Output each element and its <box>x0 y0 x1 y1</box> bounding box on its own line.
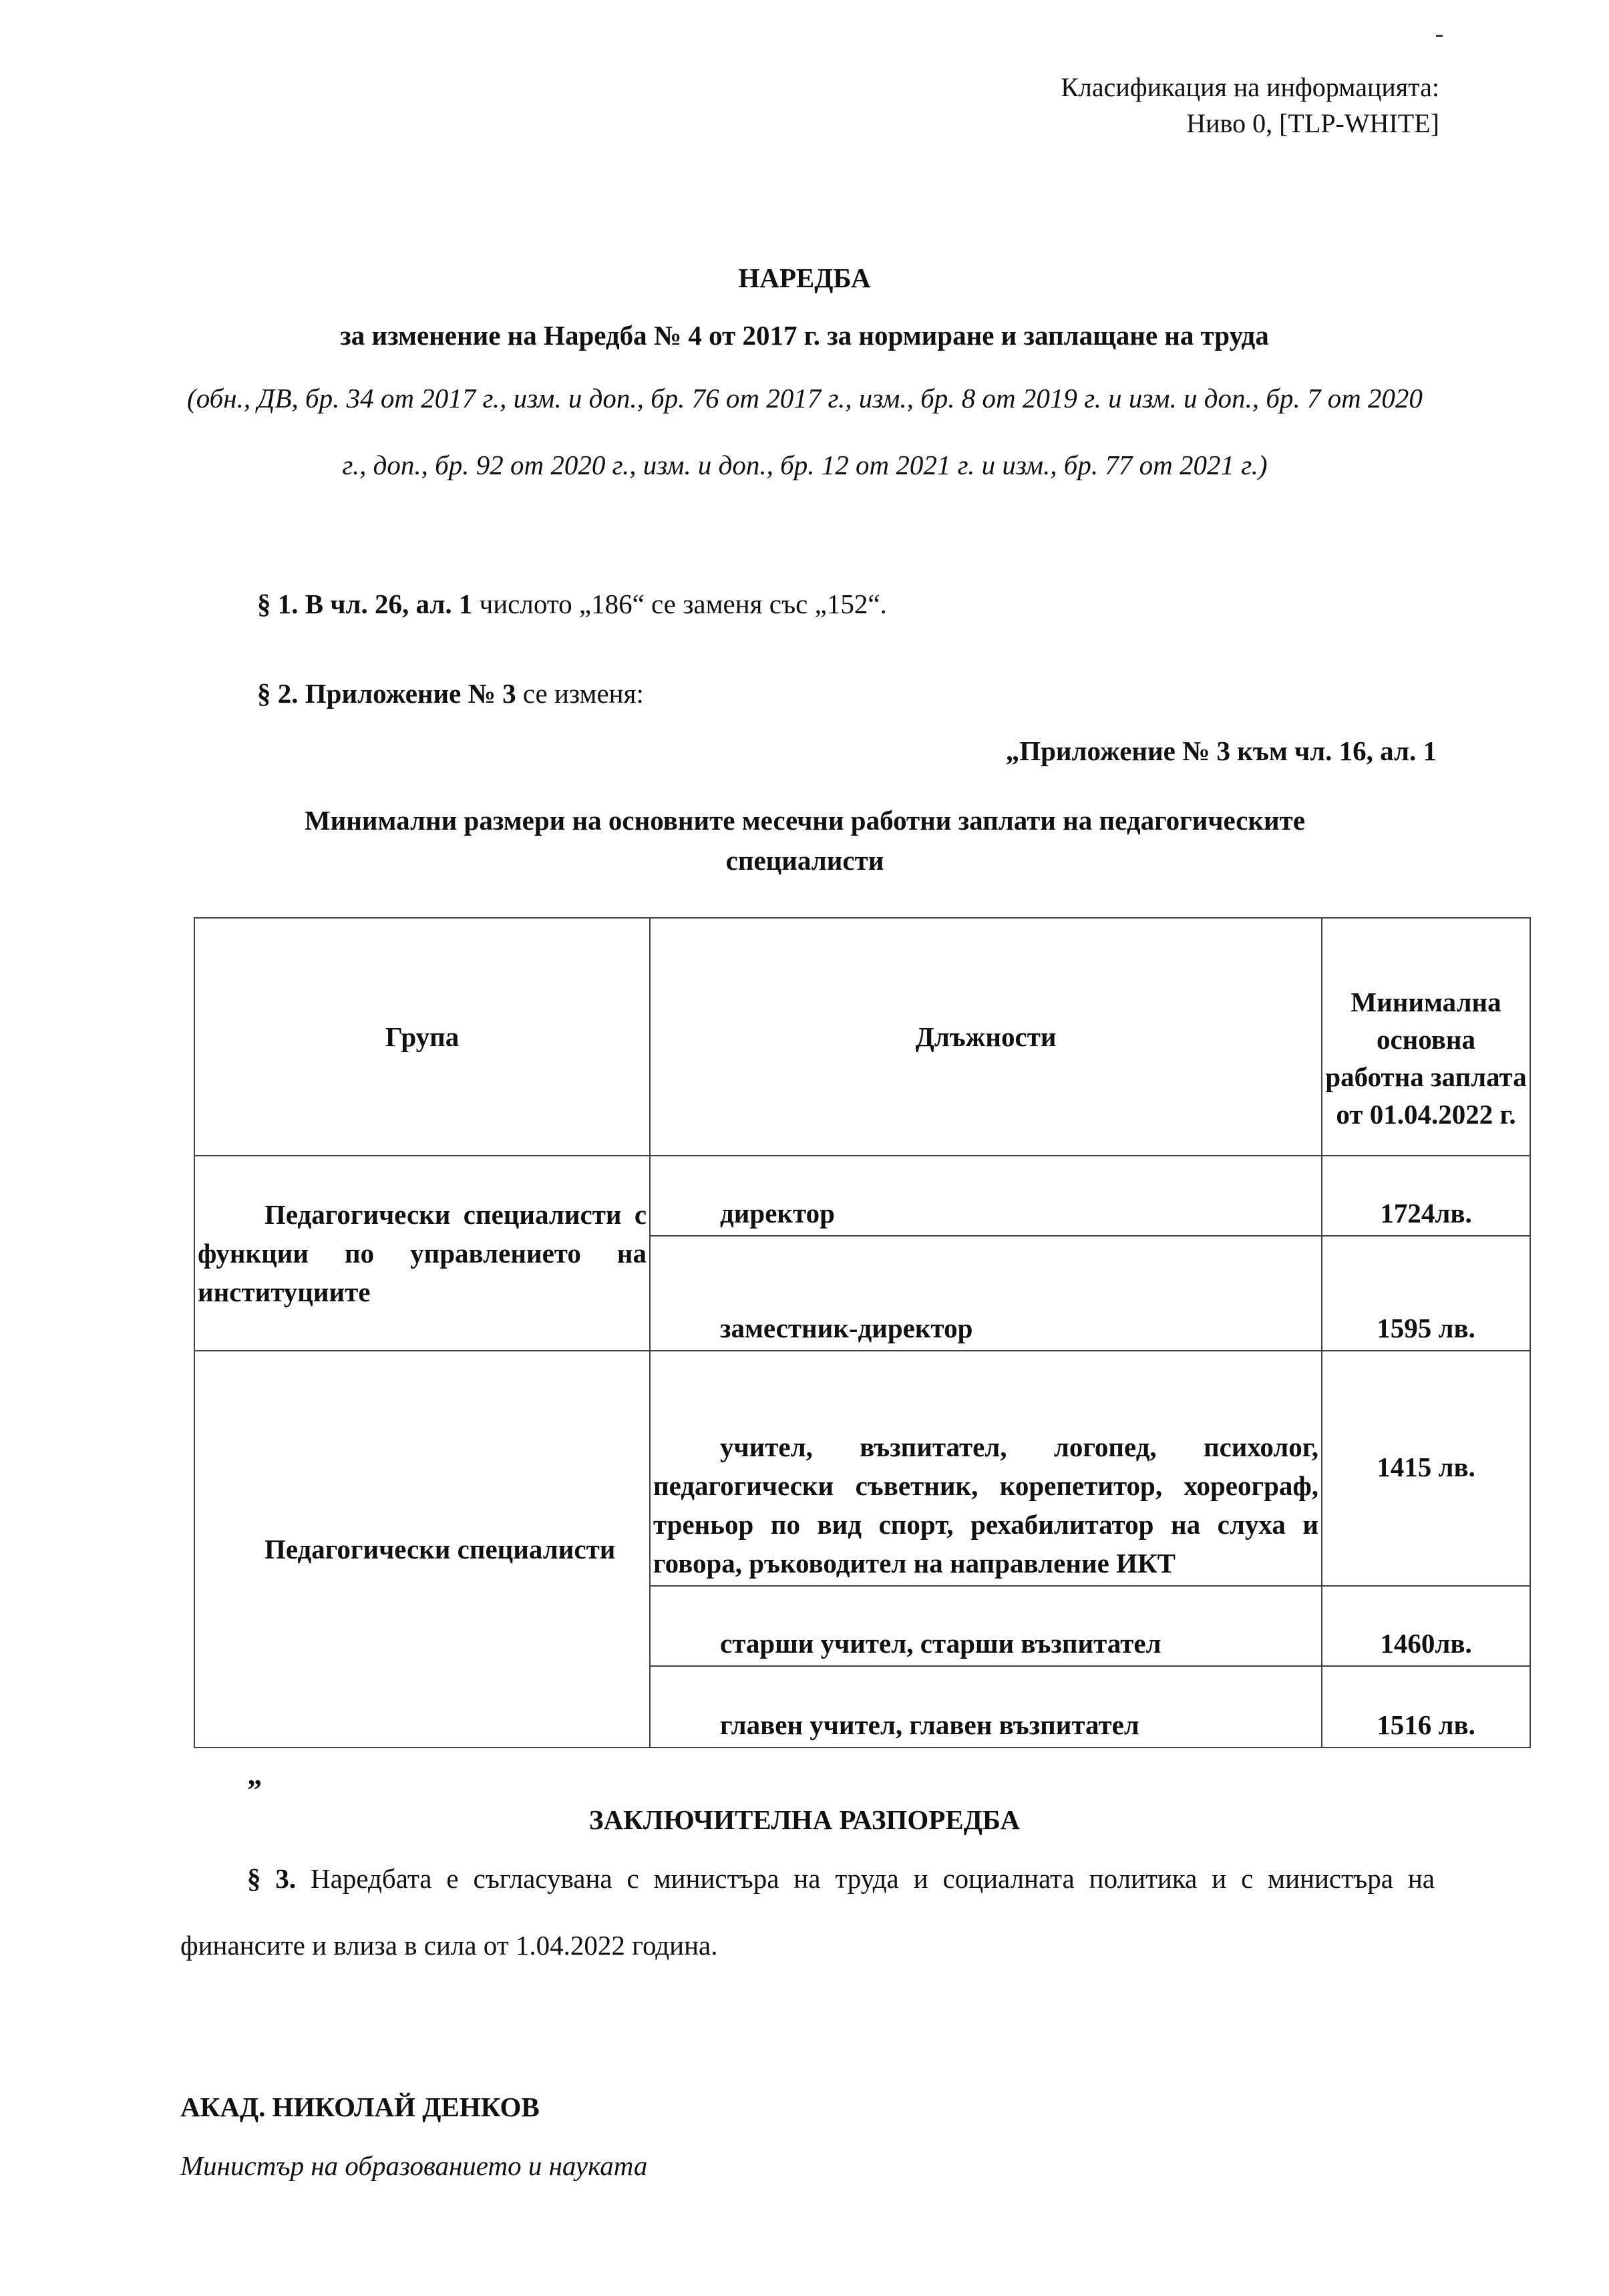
annex-title: Минимални размери на основните месечни работни заплати на педагогическите специалисти <box>304 805 1306 876</box>
salary-cell: 1724лв. <box>1322 1156 1530 1236</box>
salary-cell: 1460лв. <box>1322 1586 1530 1666</box>
publication-note: (обн., ДВ, бр. 34 от 2017 г., изм. и доп., бр. 76 от 2017 г., изм., бр. 8 от 2019 г. и изм. и доп., бр. 7 от 2020 г., доп., бр. 92 от 2020 г., изм. и доп., бр. 12 от 2021 г. и изм., бр. 77 от 2021 г.) <box>187 383 1423 480</box>
header-group: Група <box>194 918 650 1156</box>
group-cell-management <box>194 1156 650 1351</box>
position-cell: старши учител, старши възпитател <box>650 1586 1322 1666</box>
position-cell: учител, възпитател, логопед, психолог, педагогически съветник, корепетитор, хореограф, треньор по вид спорт, рехабилитатор на слуха и говора, ръководител на направление ИКТ <box>650 1351 1322 1586</box>
final-provision-heading: ЗАКЛЮЧИТЕЛНА РАЗПОРЕДБА <box>588 1804 1021 1835</box>
signer-role: Министър на образованието и науката <box>180 2150 648 2181</box>
position-cell: главен учител, главен възпитател <box>650 1666 1322 1748</box>
group-name: Педагогически специалисти <box>264 1534 616 1565</box>
header-salary: Минимална основна работна заплата от 01.04.2022 г. <box>1322 918 1530 1156</box>
salary-cell: 1595 лв. <box>1322 1236 1530 1351</box>
classification-line-2: Ниво 0, [TLP-WHITE] <box>1186 108 1439 138</box>
document-title: НАРЕДБА <box>738 263 871 293</box>
table-row <box>194 1156 1530 1236</box>
final-provision-text <box>180 1845 1435 1979</box>
signer-name: АКАД. НИКОЛАЙ ДЕНКОВ <box>180 2092 540 2122</box>
position-cell: заместник-директор <box>650 1236 1322 1351</box>
section-2 <box>257 675 644 712</box>
section-3-lead: § 3. <box>247 1863 297 1894</box>
group-cell-specialists <box>194 1351 650 1748</box>
salary-cell: 1415 лв. <box>1322 1351 1530 1586</box>
closing-quote: ” <box>247 1774 262 1806</box>
section-3-text: Наредбата е съгласувана с министъра на труда и социалната политика и с министъра на финансите и влиза в сила от 1.04.2022 година. <box>180 1863 1435 1961</box>
table-header-row <box>194 918 1530 1156</box>
section-1-text: числото „186“ се заменя със „152“. <box>472 589 887 619</box>
document-subtitle: за изменение на Наредба № 4 от 2017 г. за нормиране и заплащане на труда <box>340 320 1269 351</box>
annex-reference: „Приложение № 3 към чл. 16, ал. 1 <box>1005 735 1437 766</box>
section-1 <box>257 585 887 623</box>
classification-line-1: Класификация на информацията: <box>1061 72 1439 102</box>
salary-table <box>194 917 1531 1748</box>
table-row <box>194 1351 1530 1586</box>
section-1-lead: § 1. В чл. 26, ал. 1 <box>257 589 473 619</box>
section-2-lead: § 2. Приложение № 3 <box>257 678 516 709</box>
section-2-text: се изменя: <box>516 678 644 709</box>
group-name: Педагогически специалисти с функции по управлението на институциите <box>198 1199 647 1307</box>
position-cell: директор <box>650 1156 1322 1236</box>
header-positions: Длъжности <box>650 918 1322 1156</box>
scan-mark <box>1436 35 1443 37</box>
classification-label <box>1061 69 1439 142</box>
salary-cell: 1516 лв. <box>1322 1666 1530 1748</box>
